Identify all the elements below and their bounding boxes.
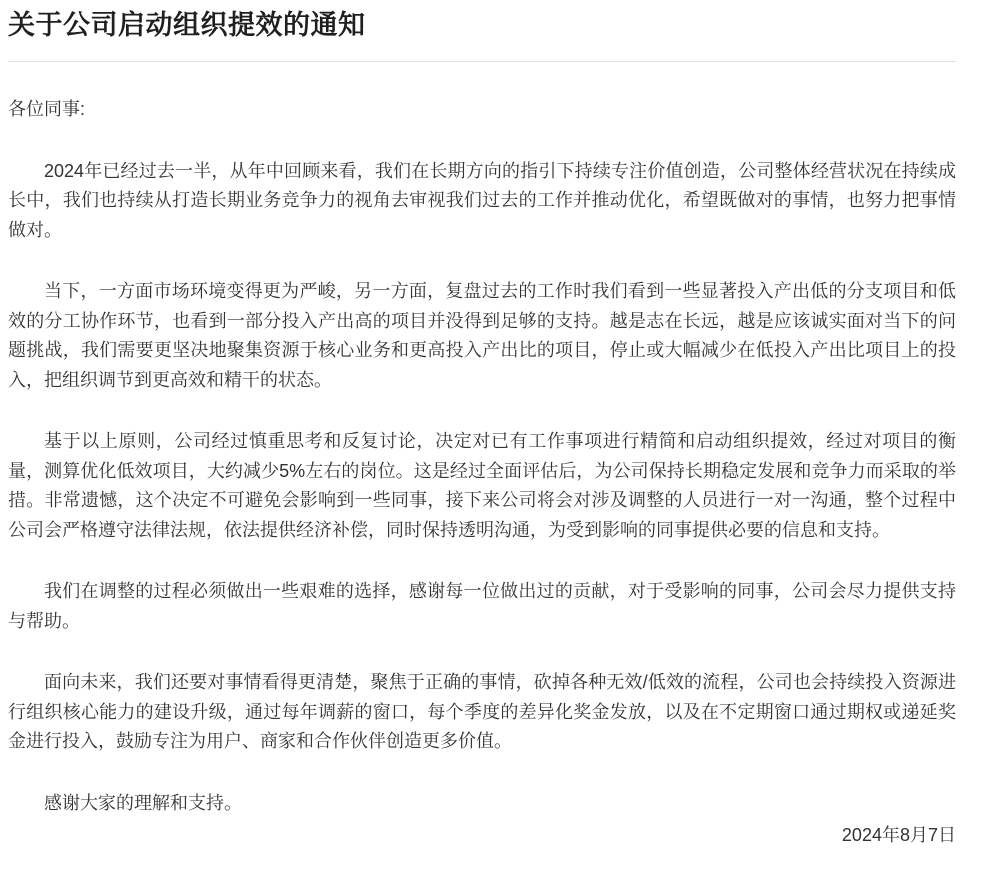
notice-paragraph-2: 当下，一方面市场环境变得更为严峻，另一方面，复盘过去的工作时我们看到一些显著投入产出低的分支项目和低效的分工协作环节，也看到一部分投入产出高的项目并没得到足够的支持。越是志在长远，越是应该诚实面对当下的问题挑战，我们需要更坚决地聚集资源于核心业务和更高投入产出比的项目，停止或大幅减少在低投入产出比项目上的投入，把组织调节到更高效和精干的状态。 (8, 281, 956, 390)
notice-paragraph-4: 我们在调整的过程必须做出一些艰难的选择，感谢每一位做出过的贡献，对于受影响的同事，公司会尽力提供支持与帮助。 (8, 581, 956, 631)
salutation: 各位同事: (8, 99, 86, 119)
notice-paragraph-1: 2024年已经过去一半，从年中回顾来看，我们在长期方向的指引下持续专注价值创造，公司整体经营状况在持续成长中，我们也持续从打造长期业务竞争力的视角去审视我们过去的工作并推动优化，希望既做对的事情，也努力把事情做对。 (8, 160, 956, 240)
title-divider (8, 61, 956, 62)
notice-paragraph-5: 面向未来，我们还要对事情看得更清楚，聚焦于正确的事情，砍掉各种无效/低效的流程，公司也会持续投入资源进行组织核心能力的建设升级，通过每年调薪的窗口，每个季度的差异化奖金发放，以及在不定期窗口通过期权或递延奖金进行投入，鼓励专注为用户、商家和合作伙伴创造更多价值。 (8, 672, 956, 751)
notice-date: 2024年8月7日 (841, 825, 956, 845)
notice-paragraph-closing: 感谢大家的理解和支持。 (44, 792, 242, 813)
page-title: 关于公司启动组织提效的通知 (8, 10, 366, 40)
notice-paragraph-3: 基于以上原则，公司经过慎重思考和反复讨论，决定对已有工作事项进行精简和启动组织提效，经过对项目的衡量，测算优化低效项目，大约减少5%左右的岗位。这是经过全面评估后，为公司保持长期稳定发展和竞争力而采取的举措。非常遗憾，这个决定不可避免会影响到一些同事，接下来公司将会对涉及调整的人员进行一对一沟通，整个过程中公司会严格遵守法律法规，依法提供经济补偿，同时保持透明沟通，为受到影响的同事提供必要的信息和支持。 (8, 431, 956, 540)
